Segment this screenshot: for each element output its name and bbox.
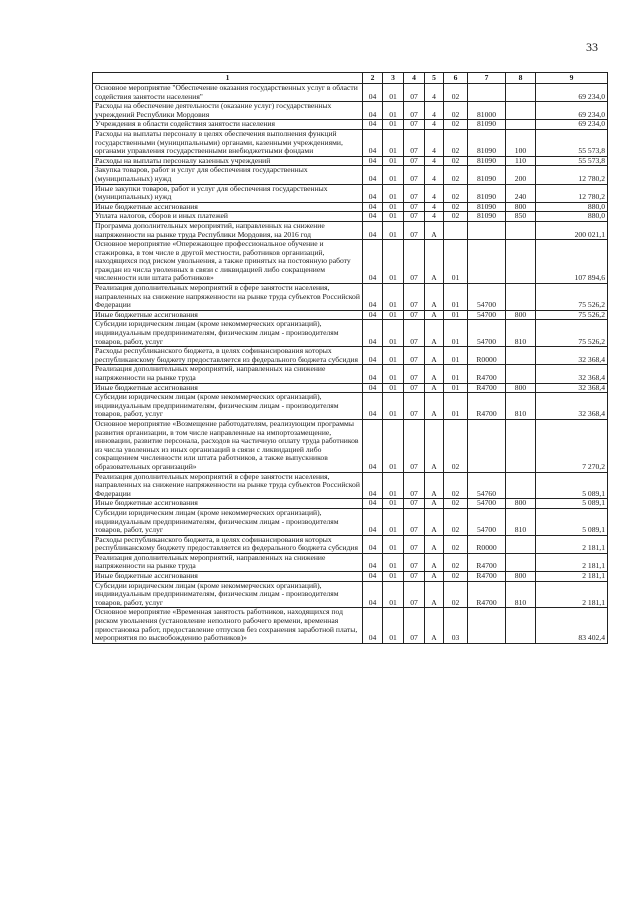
row-code-subsection: 07 bbox=[404, 156, 425, 166]
row-code-direction: 54700 bbox=[468, 320, 506, 347]
row-code-ministry: 04 bbox=[363, 102, 383, 120]
row-code-section: 01 bbox=[383, 221, 404, 239]
row-code-ministry: 04 bbox=[363, 608, 383, 643]
row-code-direction: 81090 bbox=[468, 129, 506, 156]
row-code-program: А bbox=[425, 499, 444, 509]
row-code-direction: R4700 bbox=[468, 393, 506, 420]
table-row bbox=[93, 499, 608, 509]
row-code-program: 4 bbox=[425, 166, 444, 184]
row-code-expense-type: 800 bbox=[506, 572, 536, 582]
row-name: Закупка товаров, работ и услуг для обеспечения государственных (муниципальных) нужд bbox=[93, 166, 363, 184]
table-row bbox=[93, 184, 608, 202]
row-amount: 7 270,2 bbox=[536, 419, 608, 472]
row-code-subsection: 07 bbox=[404, 240, 425, 284]
row-name: Реализация дополнительных мероприятий в сфере занятости населения, направленных на снижение напряженности на рынке труда субъектов Российской Федерации bbox=[93, 472, 363, 499]
row-amount: 55 573,8 bbox=[536, 129, 608, 156]
row-code-subsection: 07 bbox=[404, 166, 425, 184]
table-row bbox=[93, 572, 608, 582]
row-amount: 200 021,1 bbox=[536, 221, 608, 239]
row-code-ministry: 04 bbox=[363, 572, 383, 582]
row-code-event: 02 bbox=[444, 581, 468, 608]
row-amount: 12 780,2 bbox=[536, 166, 608, 184]
row-code-program: А bbox=[425, 535, 444, 553]
row-code-program: А bbox=[425, 310, 444, 320]
row-code-section: 01 bbox=[383, 310, 404, 320]
column-header-5: 5 bbox=[425, 73, 444, 84]
row-name: Основное мероприятие "Обеспечение оказания государственных услуг в области содействия занятости населения" bbox=[93, 84, 363, 102]
row-code-event: 02 bbox=[444, 129, 468, 156]
row-code-ministry: 04 bbox=[363, 310, 383, 320]
row-code-direction: 81090 bbox=[468, 120, 506, 130]
row-code-expense-type: 810 bbox=[506, 320, 536, 347]
row-code-subsection: 07 bbox=[404, 310, 425, 320]
row-code-section: 01 bbox=[383, 202, 404, 212]
row-name: Расходы республиканского бюджета, в целях софинансирования которых республиканскому бюджету предоставляется из федерального бюджета субсидия bbox=[93, 535, 363, 553]
row-code-expense-type: 810 bbox=[506, 581, 536, 608]
row-code-section: 01 bbox=[383, 320, 404, 347]
row-code-event: 01 bbox=[444, 393, 468, 420]
row-code-subsection: 07 bbox=[404, 581, 425, 608]
row-code-program: 4 bbox=[425, 84, 444, 102]
column-header-1: 1 bbox=[93, 73, 363, 84]
row-name: Субсидии юридическим лицам (кроме некоммерческих организаций), индивидуальным предпринимателям, физическим лицам - производителям товаров, работ, услуг bbox=[93, 320, 363, 347]
row-code-program: А bbox=[425, 581, 444, 608]
row-name: Иные закупки товаров, работ и услуг для обеспечения государственных (муниципальных) нужд bbox=[93, 184, 363, 202]
row-code-subsection: 07 bbox=[404, 393, 425, 420]
row-code-direction: R4700 bbox=[468, 365, 506, 383]
row-name: Субсидии юридическим лицам (кроме некоммерческих организаций), индивидуальным предпринимателям, физическим лицам - производителям товаров, работ, услуг bbox=[93, 508, 363, 535]
row-code-ministry: 04 bbox=[363, 347, 383, 365]
table-row bbox=[93, 221, 608, 239]
row-amount: 5 089,1 bbox=[536, 508, 608, 535]
row-code-program: А bbox=[425, 320, 444, 347]
row-code-section: 01 bbox=[383, 166, 404, 184]
row-code-section: 01 bbox=[383, 120, 404, 130]
row-code-program: 4 bbox=[425, 156, 444, 166]
row-code-section: 01 bbox=[383, 129, 404, 156]
row-code-section: 01 bbox=[383, 419, 404, 472]
row-code-direction: 54760 bbox=[468, 472, 506, 499]
row-code-event: 02 bbox=[444, 508, 468, 535]
row-code-ministry: 04 bbox=[363, 221, 383, 239]
row-code-subsection: 07 bbox=[404, 102, 425, 120]
table-row bbox=[93, 365, 608, 383]
row-amount: 55 573,8 bbox=[536, 156, 608, 166]
row-code-event: 03 bbox=[444, 608, 468, 643]
row-code-event: 02 bbox=[444, 535, 468, 553]
row-code-expense-type: 810 bbox=[506, 508, 536, 535]
row-amount: 83 402,4 bbox=[536, 608, 608, 643]
row-code-ministry: 04 bbox=[363, 84, 383, 102]
row-code-ministry: 04 bbox=[363, 508, 383, 535]
row-code-subsection: 07 bbox=[404, 365, 425, 383]
row-code-expense-type bbox=[506, 84, 536, 102]
table-row bbox=[93, 102, 608, 120]
row-code-ministry: 04 bbox=[363, 184, 383, 202]
row-code-expense-type bbox=[506, 419, 536, 472]
row-name: Иные бюджетные ассигнования bbox=[93, 383, 363, 393]
row-code-ministry: 04 bbox=[363, 472, 383, 499]
row-code-section: 01 bbox=[383, 608, 404, 643]
row-code-section: 01 bbox=[383, 102, 404, 120]
row-code-program: 4 bbox=[425, 129, 444, 156]
column-header-8: 8 bbox=[506, 73, 536, 84]
row-code-program: А bbox=[425, 553, 444, 571]
row-code-expense-type bbox=[506, 553, 536, 571]
row-code-section: 01 bbox=[383, 212, 404, 222]
row-code-subsection: 07 bbox=[404, 608, 425, 643]
row-code-section: 01 bbox=[383, 365, 404, 383]
row-code-event: 02 bbox=[444, 472, 468, 499]
table-row bbox=[93, 310, 608, 320]
row-code-direction: 81000 bbox=[468, 102, 506, 120]
row-amount: 32 368,4 bbox=[536, 347, 608, 365]
row-code-ministry: 04 bbox=[363, 535, 383, 553]
row-code-section: 01 bbox=[383, 393, 404, 420]
row-code-expense-type: 800 bbox=[506, 383, 536, 393]
row-code-program: 4 bbox=[425, 184, 444, 202]
row-amount: 32 368,4 bbox=[536, 383, 608, 393]
row-amount: 75 526,2 bbox=[536, 284, 608, 311]
table-row bbox=[93, 347, 608, 365]
row-code-program: 4 bbox=[425, 202, 444, 212]
row-code-direction: R4700 bbox=[468, 581, 506, 608]
row-code-subsection: 07 bbox=[404, 221, 425, 239]
row-code-section: 01 bbox=[383, 240, 404, 284]
row-code-subsection: 07 bbox=[404, 347, 425, 365]
row-code-section: 01 bbox=[383, 572, 404, 582]
row-code-ministry: 04 bbox=[363, 284, 383, 311]
row-amount: 75 526,2 bbox=[536, 320, 608, 347]
row-name: Иные бюджетные ассигнования bbox=[93, 499, 363, 509]
row-code-event: 02 bbox=[444, 84, 468, 102]
table-row bbox=[93, 320, 608, 347]
row-code-program: А bbox=[425, 472, 444, 499]
row-name: Программа дополнительных мероприятий, направленных на снижение напряженности на рынке труда Республики Мордовия, на 2016 год bbox=[93, 221, 363, 239]
row-code-expense-type bbox=[506, 102, 536, 120]
row-code-expense-type: 850 bbox=[506, 212, 536, 222]
row-code-event: 02 bbox=[444, 120, 468, 130]
column-header-9: 9 bbox=[536, 73, 608, 84]
row-code-section: 01 bbox=[383, 553, 404, 571]
row-code-event: 02 bbox=[444, 499, 468, 509]
table-row bbox=[93, 535, 608, 553]
row-code-program: А bbox=[425, 393, 444, 420]
row-code-event: 02 bbox=[444, 184, 468, 202]
row-amount: 5 089,1 bbox=[536, 499, 608, 509]
row-code-subsection: 07 bbox=[404, 284, 425, 311]
row-name: Реализация дополнительных мероприятий, направленных на снижение напряженности на рынке труда bbox=[93, 365, 363, 383]
row-code-subsection: 07 bbox=[404, 572, 425, 582]
table-row bbox=[93, 202, 608, 212]
column-header-3: 3 bbox=[383, 73, 404, 84]
table-row bbox=[93, 129, 608, 156]
row-name: Субсидии юридическим лицам (кроме некоммерческих организаций), индивидуальным предпринимателям, физическим лицам - производителям товаров, работ, услуг bbox=[93, 581, 363, 608]
row-code-expense-type: 100 bbox=[506, 129, 536, 156]
row-code-subsection: 07 bbox=[404, 84, 425, 102]
row-name: Расходы республиканского бюджета, в целях софинансирования которых республиканскому бюджету предоставляется из федерального бюджета субсидия bbox=[93, 347, 363, 365]
row-code-subsection: 07 bbox=[404, 383, 425, 393]
row-code-expense-type: 200 bbox=[506, 166, 536, 184]
row-code-ministry: 04 bbox=[363, 212, 383, 222]
row-code-ministry: 04 bbox=[363, 120, 383, 130]
row-code-direction: R4700 bbox=[468, 383, 506, 393]
row-code-section: 01 bbox=[383, 156, 404, 166]
table-row bbox=[93, 84, 608, 102]
row-amount: 75 526,2 bbox=[536, 310, 608, 320]
row-name: Иные бюджетные ассигнования bbox=[93, 202, 363, 212]
row-code-subsection: 07 bbox=[404, 535, 425, 553]
row-code-event: 01 bbox=[444, 365, 468, 383]
row-code-ministry: 04 bbox=[363, 320, 383, 347]
row-code-program: А bbox=[425, 347, 444, 365]
table-row bbox=[93, 120, 608, 130]
row-code-event: 02 bbox=[444, 156, 468, 166]
row-code-subsection: 07 bbox=[404, 320, 425, 347]
row-code-subsection: 07 bbox=[404, 508, 425, 535]
header-row bbox=[93, 73, 608, 84]
row-code-event bbox=[444, 221, 468, 239]
row-amount: 5 089,1 bbox=[536, 472, 608, 499]
row-amount: 880,0 bbox=[536, 202, 608, 212]
row-code-section: 01 bbox=[383, 347, 404, 365]
row-name: Субсидии юридическим лицам (кроме некоммерческих организаций), индивидуальным предпринимателям, физическим лицам - производителям товаров, работ, услуг bbox=[93, 393, 363, 420]
row-code-direction: 81090 bbox=[468, 166, 506, 184]
row-code-ministry: 04 bbox=[363, 553, 383, 571]
row-amount: 32 368,4 bbox=[536, 365, 608, 383]
row-code-subsection: 07 bbox=[404, 419, 425, 472]
row-code-ministry: 04 bbox=[363, 365, 383, 383]
table-row bbox=[93, 212, 608, 222]
column-header-2: 2 bbox=[363, 73, 383, 84]
row-name: Основное мероприятие «Опережающее профессиональное обучение и стажировка, в том числе в другой местности, работников организаций, находящихся под риском увольнения, а также принятых на постоянную работу граждан из числа уволенных в связи с ликвидацией либо сокращением численности или штата работников» bbox=[93, 240, 363, 284]
row-code-subsection: 07 bbox=[404, 202, 425, 212]
table-row bbox=[93, 419, 608, 472]
row-amount: 107 894,6 bbox=[536, 240, 608, 284]
row-code-subsection: 07 bbox=[404, 184, 425, 202]
row-name: Основное мероприятие «Возмещение работодателям, реализующим программы развития организации, в том числе направленные на импортозамещение, инновации, развитие персонала, расходов на частичную оплату труда работников из числа уволенных из иных организаций в связи с ликвидацией либо сокращением численности или штата работников, а также выпускников образовательных организаций» bbox=[93, 419, 363, 472]
column-header-4: 4 bbox=[404, 73, 425, 84]
row-amount: 69 234,0 bbox=[536, 120, 608, 130]
table-row bbox=[93, 553, 608, 571]
row-name: Иные бюджетные ассигнования bbox=[93, 572, 363, 582]
row-amount: 2 181,1 bbox=[536, 572, 608, 582]
row-code-subsection: 07 bbox=[404, 472, 425, 499]
row-name: Уплата налогов, сборов и иных платежей bbox=[93, 212, 363, 222]
row-code-section: 01 bbox=[383, 472, 404, 499]
column-header-6: 6 bbox=[444, 73, 468, 84]
row-code-subsection: 07 bbox=[404, 120, 425, 130]
row-code-ministry: 04 bbox=[363, 393, 383, 420]
page-number: 33 bbox=[586, 40, 598, 54]
table-row bbox=[93, 581, 608, 608]
row-code-section: 01 bbox=[383, 184, 404, 202]
row-code-event: 01 bbox=[444, 347, 468, 365]
row-code-ministry: 04 bbox=[363, 202, 383, 212]
row-code-section: 01 bbox=[383, 284, 404, 311]
row-code-subsection: 07 bbox=[404, 553, 425, 571]
row-code-direction: 81090 bbox=[468, 202, 506, 212]
row-code-program: А bbox=[425, 572, 444, 582]
row-code-event: 02 bbox=[444, 572, 468, 582]
row-code-subsection: 07 bbox=[404, 499, 425, 509]
table-row bbox=[93, 156, 608, 166]
row-code-event: 01 bbox=[444, 383, 468, 393]
row-code-ministry: 04 bbox=[363, 129, 383, 156]
row-code-program: А bbox=[425, 383, 444, 393]
row-amount: 32 368,4 bbox=[536, 393, 608, 420]
row-code-subsection: 07 bbox=[404, 212, 425, 222]
table-body bbox=[93, 84, 608, 644]
table-row bbox=[93, 508, 608, 535]
row-code-section: 01 bbox=[383, 508, 404, 535]
row-code-direction: R0000 bbox=[468, 535, 506, 553]
row-code-direction: 54700 bbox=[468, 284, 506, 311]
row-code-event: 02 bbox=[444, 553, 468, 571]
row-code-event: 02 bbox=[444, 419, 468, 472]
row-code-expense-type bbox=[506, 535, 536, 553]
row-amount: 69 234,0 bbox=[536, 102, 608, 120]
row-code-section: 01 bbox=[383, 383, 404, 393]
column-header-7: 7 bbox=[468, 73, 506, 84]
row-code-expense-type bbox=[506, 240, 536, 284]
row-name: Реализация дополнительных мероприятий в сфере занятости населения, направленных на снижение напряженности на рынке труда субъектов Российской Федерации bbox=[93, 284, 363, 311]
table-row bbox=[93, 383, 608, 393]
row-code-ministry: 04 bbox=[363, 166, 383, 184]
row-name: Расходы на обеспечение деятельности (оказание услуг) государственных учреждений Республики Мордовия bbox=[93, 102, 363, 120]
row-code-ministry: 04 bbox=[363, 581, 383, 608]
row-code-ministry: 04 bbox=[363, 499, 383, 509]
row-code-direction: 81090 bbox=[468, 212, 506, 222]
row-code-program: А bbox=[425, 365, 444, 383]
row-code-expense-type bbox=[506, 472, 536, 499]
table-row bbox=[93, 166, 608, 184]
row-code-expense-type bbox=[506, 120, 536, 130]
row-amount: 2 181,1 bbox=[536, 581, 608, 608]
row-code-event: 02 bbox=[444, 212, 468, 222]
row-code-expense-type: 800 bbox=[506, 310, 536, 320]
row-code-expense-type bbox=[506, 608, 536, 643]
row-code-program: А bbox=[425, 240, 444, 284]
row-code-expense-type: 800 bbox=[506, 499, 536, 509]
row-code-ministry: 04 bbox=[363, 240, 383, 284]
row-code-expense-type: 110 bbox=[506, 156, 536, 166]
row-code-direction: R0000 bbox=[468, 347, 506, 365]
row-code-direction bbox=[468, 419, 506, 472]
table-row bbox=[93, 393, 608, 420]
table-row bbox=[93, 240, 608, 284]
row-name: Учреждения в области содействия занятости населения bbox=[93, 120, 363, 130]
row-code-program: 4 bbox=[425, 102, 444, 120]
row-code-program: А bbox=[425, 419, 444, 472]
row-code-ministry: 04 bbox=[363, 383, 383, 393]
row-amount: 69 234,0 bbox=[536, 84, 608, 102]
row-code-event: 01 bbox=[444, 284, 468, 311]
row-code-expense-type: 240 bbox=[506, 184, 536, 202]
row-code-direction: 54700 bbox=[468, 499, 506, 509]
row-amount: 880,0 bbox=[536, 212, 608, 222]
table-row bbox=[93, 284, 608, 311]
row-code-direction: R4700 bbox=[468, 572, 506, 582]
row-code-event: 02 bbox=[444, 102, 468, 120]
row-code-ministry: 04 bbox=[363, 156, 383, 166]
row-code-direction: 81090 bbox=[468, 184, 506, 202]
row-code-event: 01 bbox=[444, 240, 468, 284]
row-code-section: 01 bbox=[383, 535, 404, 553]
row-code-direction: 54700 bbox=[468, 310, 506, 320]
row-amount: 2 181,1 bbox=[536, 553, 608, 571]
row-code-direction: 81090 bbox=[468, 156, 506, 166]
table-row bbox=[93, 472, 608, 499]
row-code-subsection: 07 bbox=[404, 129, 425, 156]
row-name: Расходы на выплаты персоналу в целях обеспечения выполнения функций государственными (муниципальными) органами, казенными учреждениями, органами управления государственными внебюджетными фондами bbox=[93, 129, 363, 156]
row-name: Реализация дополнительных мероприятий, направленных на снижение напряженности на рынке труда bbox=[93, 553, 363, 571]
row-code-program: А bbox=[425, 508, 444, 535]
row-code-direction bbox=[468, 221, 506, 239]
row-code-expense-type bbox=[506, 347, 536, 365]
row-code-expense-type bbox=[506, 284, 536, 311]
row-code-program: А bbox=[425, 221, 444, 239]
row-code-direction bbox=[468, 240, 506, 284]
row-code-direction: 54700 bbox=[468, 508, 506, 535]
row-code-program: 4 bbox=[425, 212, 444, 222]
row-code-ministry: 04 bbox=[363, 419, 383, 472]
row-code-section: 01 bbox=[383, 84, 404, 102]
budget-table bbox=[92, 72, 608, 644]
row-code-section: 01 bbox=[383, 499, 404, 509]
row-code-program: А bbox=[425, 608, 444, 643]
row-code-direction bbox=[468, 608, 506, 643]
row-code-event: 01 bbox=[444, 310, 468, 320]
row-code-direction: R4700 bbox=[468, 553, 506, 571]
row-code-program: 4 bbox=[425, 120, 444, 130]
row-code-event: 02 bbox=[444, 166, 468, 184]
row-name: Расходы на выплаты персоналу казенных учреждений bbox=[93, 156, 363, 166]
row-name: Иные бюджетные ассигнования bbox=[93, 310, 363, 320]
row-code-expense-type: 810 bbox=[506, 393, 536, 420]
row-code-expense-type bbox=[506, 365, 536, 383]
row-amount: 12 780,2 bbox=[536, 184, 608, 202]
table-row bbox=[93, 608, 608, 643]
row-code-program: А bbox=[425, 284, 444, 311]
row-amount: 2 181,1 bbox=[536, 535, 608, 553]
row-code-expense-type bbox=[506, 221, 536, 239]
row-code-event: 01 bbox=[444, 320, 468, 347]
row-name: Основное мероприятие «Временная занятость работников, находящихся под риском увольнения (установление неполного рабочего времени, временная приостановка работ, предоставление отпусков без сохранения заработной платы, мероприятия по высвобождению работников)» bbox=[93, 608, 363, 643]
row-code-section: 01 bbox=[383, 581, 404, 608]
row-code-direction bbox=[468, 84, 506, 102]
row-code-event: 02 bbox=[444, 202, 468, 212]
row-code-expense-type: 800 bbox=[506, 202, 536, 212]
